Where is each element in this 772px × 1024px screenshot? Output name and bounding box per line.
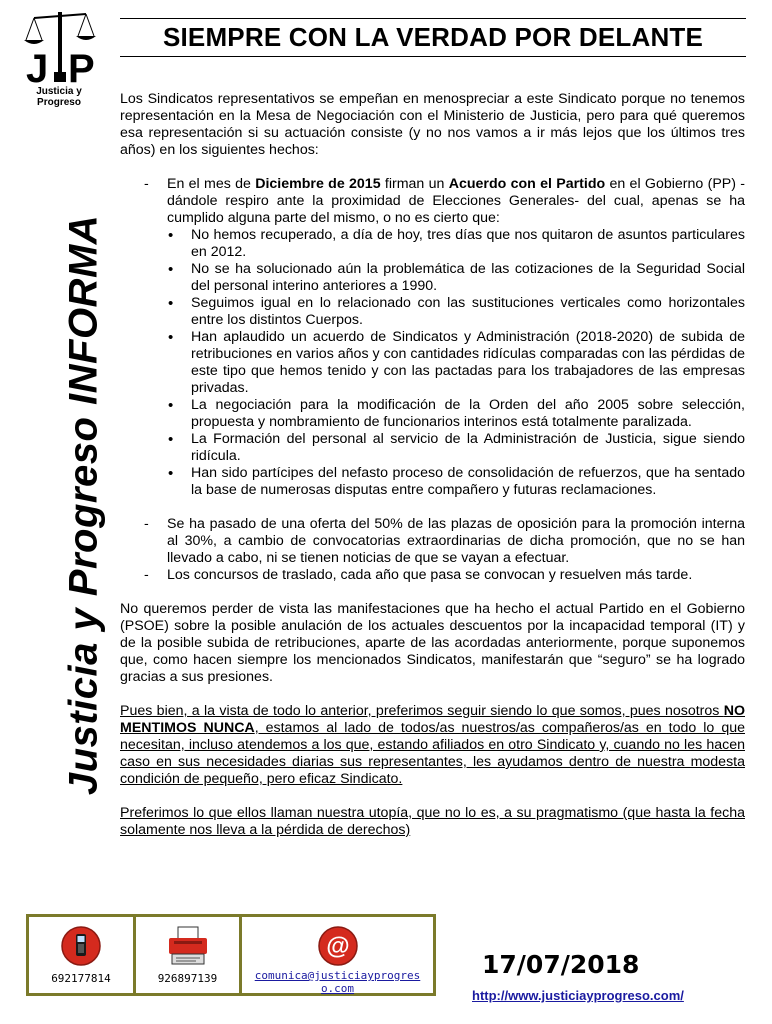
headline-top-rule: [120, 18, 746, 19]
unfulfilled-points-list: [144, 227, 745, 499]
list-item: • La negociación para la modificación de la Orden del año 2005 sobre selección, propuesta y nombramiento de funcionarios interinos está totalmente paralizada.: [144, 397, 745, 431]
website-link[interactable]: http://www.justiciayprogreso.com/: [472, 988, 684, 1003]
email-at-icon: [317, 925, 359, 967]
list-item: • Han sido partícipes del nefasto proceso de consolidación de refuerzos, que ha sentado la base de numerosas disputas entre compañero y futuras reclamaciones.: [144, 465, 745, 499]
list-item: • No se ha solucionado aún la problemática de las cotizaciones de la Seguridad Social del personal interino anteriores a 1990.: [144, 261, 745, 295]
document-body: [120, 91, 745, 839]
list-item: • Seguimos igual en lo relacionado con las sustituciones verticales como horizontales entre los distintos Cuerpos.: [144, 295, 745, 329]
headline-bottom-rule: [120, 56, 746, 57]
fax-cell[interactable]: [136, 917, 242, 993]
list-item-promotion: - Se ha pasado de una oferta del 50% de las plazas de oposición para la promoción interna al 30%, a cambio de convocatorias extraordinarias de dicha promoción, que no se han llevado a cabo, ni se tienen noticias de que se vayan a efectuar.: [120, 516, 745, 567]
no-mentimos-nunca: NO MENTIMOS NUNCA: [120, 703, 745, 736]
facts-list: [120, 176, 745, 227]
list-item: • Han aplaudido un acuerdo de Sindicatos y Administración (2018-2020) de subida de retribuciones en varios años y con cantidades ridículas comparadas con las pérdidas de este tipo que hemos tenido y con las pactadas para los trabajadores de las empresas privadas.: [144, 329, 745, 397]
list-item: • No hemos recuperado, a día de hoy, tres días que nos quitaron de asuntos particulares en 2012.: [144, 227, 745, 261]
phone-number: 692177814: [51, 972, 111, 985]
contact-box: [26, 914, 436, 996]
list-item-agreement-2015: - En el mes de Diciembre de 2015 firman un Acuerdo con el Partido en el Gobierno (PP) -dándole respiro ante la proximidad de Elecciones Generales- del cual, apenas se ha cumplido alguna parte del mismo, o no es cierto que:: [120, 176, 745, 227]
logo-caption: Justicia y Progreso: [36, 86, 82, 108]
agreement-party: Acuerdo con el Partido: [448, 176, 606, 192]
svg-text:@: @: [325, 933, 350, 960]
email-link[interactable]: comunica@justiciayprogreso.com: [254, 969, 421, 995]
closing-paragraph: Preferimos lo que ellos llaman nuestra utopía, que no lo es, a su pragmatismo (que hasta la fecha solamente nos lleva a la pérdida de derechos): [120, 805, 745, 838]
psoe-paragraph: No queremos perder de vista las manifestaciones que ha hecho el actual Partido en el Gobierno (PSOE) sobre la posible anulación de los actuales descuentos por la incapacidad temporal (IT) y de la posible subida de retribuciones, aparte de las acordadas anteriormente, porque suponemos que, como hacen siempre los mencionados Sindicatos, manifestarán que “seguro” se ha logrado gracias a sus presiones.: [120, 601, 745, 685]
email-cell[interactable]: [242, 917, 433, 993]
fax-icon: [166, 925, 210, 969]
svg-text:P: P: [68, 47, 95, 90]
agreement-date: Diciembre de 2015: [255, 176, 381, 192]
phone-cell[interactable]: [29, 917, 136, 993]
intro-paragraph: Los Sindicatos representativos se empeñan en menospreciar a este Sindicato porque no tenemos representación en la Mesa de Negociación con el Ministerio de Justicia, pero para qué queremos esa representación si su actuación consiste (y no nos vamos a ir más lejos que los últimos tres años) en los siguientes hechos:: [120, 91, 745, 158]
page-title: SIEMPRE CON LA VERDAD POR DELANTE: [162, 22, 704, 52]
list-item: • La Formación del personal al servicio de la Administración de Justicia, sigue siendo ridícula.: [144, 431, 745, 465]
publication-date: 17/07/2018: [482, 950, 640, 979]
conclusion-paragraph: Pues bien, a la vista de todo lo anterior, preferimos seguir siendo lo que somos, pues nosotros NO MENTIMOS NUNCA, estamos al lado de todos/as nuestros/as compañeros/as en todo lo que necesitan, incluso atendemos a los que, estando afiliados en otro Sindicato y, cuando no les hacen caso en sus necesidades diarias sus representantes, les ayudamos dentro de nuestra modesta condición de pequeño, pero eficaz Sindicato.: [120, 703, 745, 787]
facts-list-continued: [120, 516, 745, 584]
list-item-transfers: - Los concursos de traslado, cada año que pasa se convocan y resuelven más tarde.: [120, 567, 745, 584]
scales-of-justice-logo-icon: [20, 10, 100, 90]
fax-number: 926897139: [157, 972, 218, 985]
svg-text:J: J: [26, 47, 49, 90]
mobile-phone-icon: [60, 925, 102, 967]
side-title: Justicia y Progreso INFORMA: [61, 214, 106, 796]
